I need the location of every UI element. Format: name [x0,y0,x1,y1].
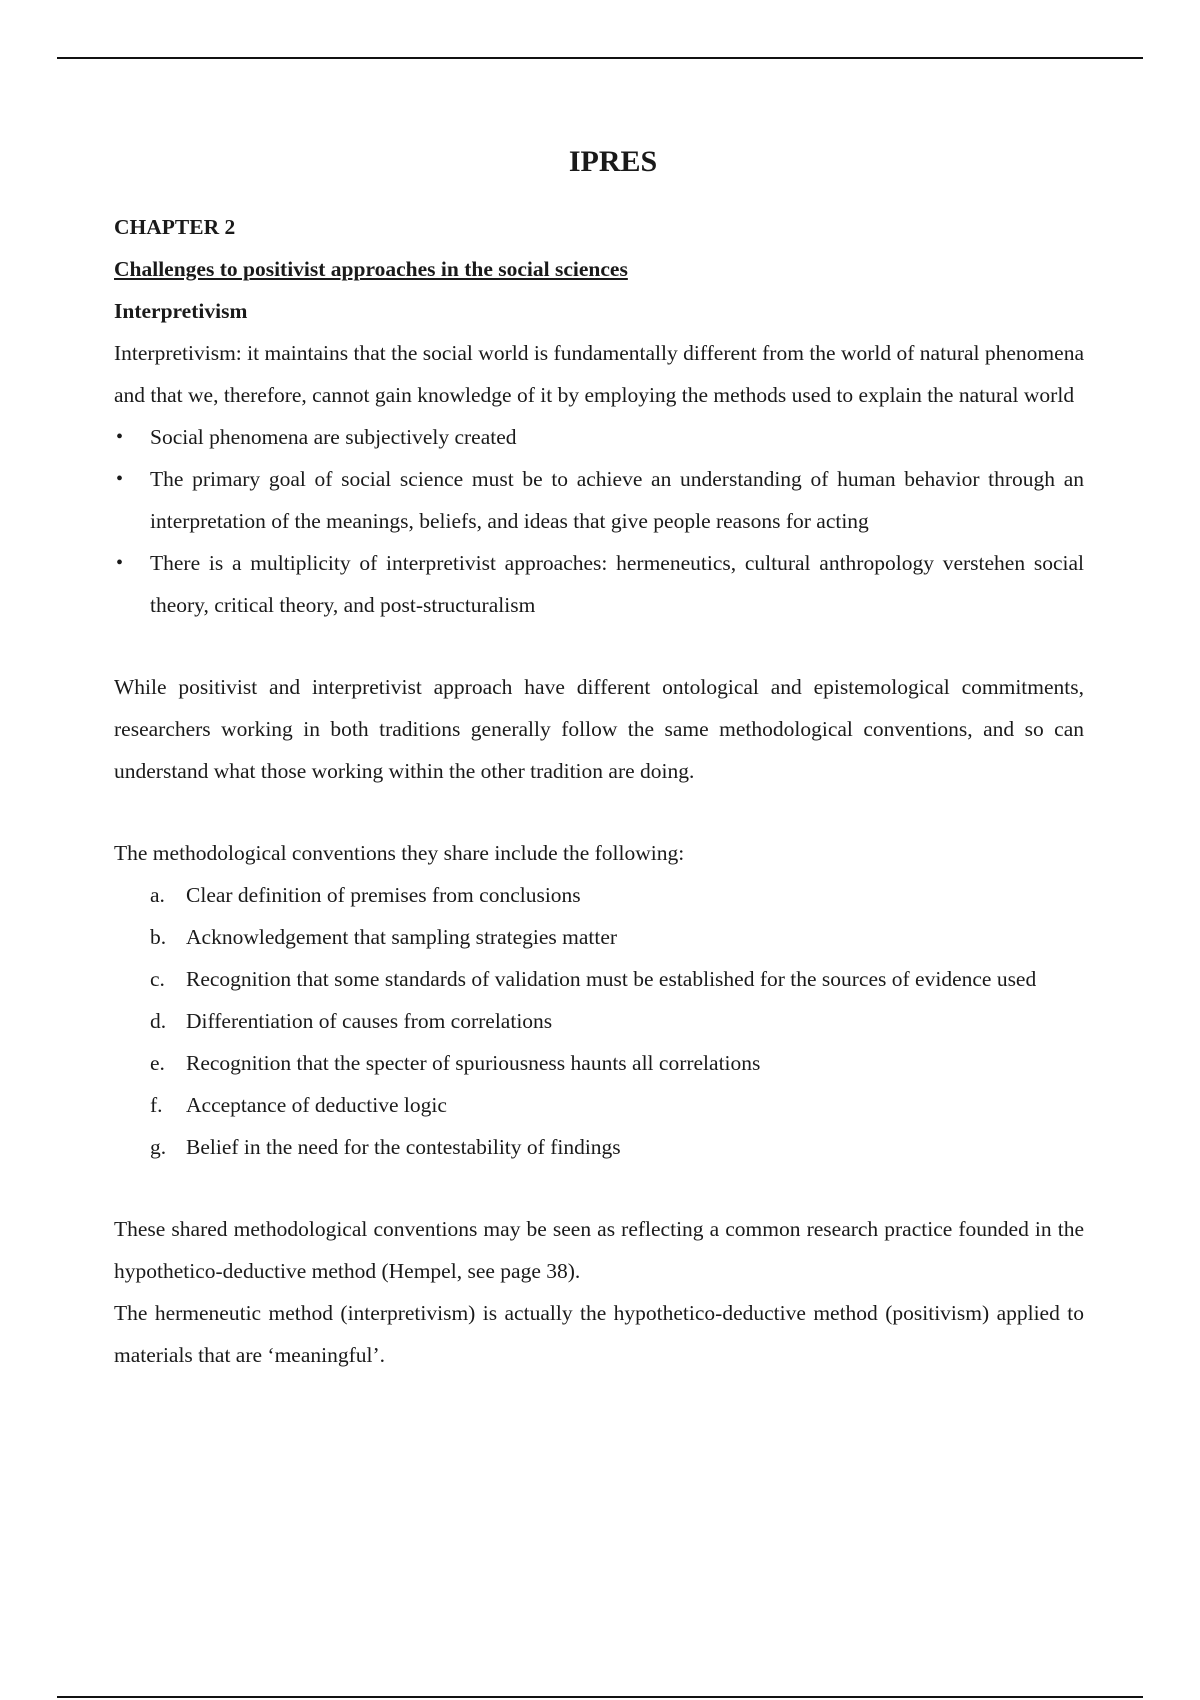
subsection-title: Interpretivism [114,299,248,323]
list-item-text: Differentiation of causes from correlations [186,1009,553,1033]
list-item-text: Acknowledgement that sampling strategies matter [186,925,618,949]
list-marker: f. [150,1093,163,1117]
bullet-item [114,542,1084,626]
list-item-text: Clear definition of premises from conclusions [186,883,581,907]
bullet-list [114,416,1084,626]
paragraph-shared-conventions: These shared methodological conventions may be seen as reflecting a common research practice founded in the hypothetico-deductive method (Hempel, see page 38). [114,1217,1084,1283]
list-item [114,1000,1084,1042]
bullet-icon: • [116,552,124,574]
conventions-intro: The methodological conventions they share include the following: [114,841,685,865]
document-page [114,138,1084,1376]
bottom-rule [57,1696,1143,1698]
document-title: IPRES [568,145,658,178]
bullet-item [114,416,1084,458]
conventions-list [114,874,1084,1168]
bullet-text: There is a multiplicity of interpretivist approaches: hermeneutics, cultural anthropology verstehen social theory, critical theory, and post-structuralism [150,551,1084,617]
intro-paragraph: Interpretivism: it maintains that the social world is fundamentally different from the world of natural phenomena and that we, therefore, cannot gain knowledge of it by employing the methods used to explain the natural world [114,341,1084,407]
list-item-text: Recognition that some standards of validation must be established for the sources of evidence used [186,967,1037,991]
list-item [114,1126,1084,1168]
bullet-text: The primary goal of social science must be to achieve an understanding of human behavior through an interpretation of the meanings, beliefs, and ideas that give people reasons for acting [150,467,1084,533]
bullet-text: Social phenomena are subjectively created [150,425,517,449]
spacer [114,792,1084,832]
chapter-heading: CHAPTER 2 [114,215,236,239]
list-item-text: Acceptance of deductive logic [186,1093,447,1117]
bullet-item [114,458,1084,542]
section-title: Challenges to positivist approaches in the social sciences [114,257,628,281]
spacer [114,1168,1084,1208]
list-marker: g. [150,1135,167,1159]
top-rule [57,57,1143,59]
list-marker: e. [150,1051,165,1075]
list-item [114,958,1084,1000]
list-item [114,874,1084,916]
list-marker: d. [150,1009,167,1033]
spacer [114,626,1084,666]
list-marker: a. [150,883,165,907]
bullet-icon: • [116,426,124,448]
list-item-text: Recognition that the specter of spuriousness haunts all correlations [186,1051,761,1075]
paragraph-hermeneutic-method: The hermeneutic method (interpretivism) is actually the hypothetico-deductive method (positivism) applied to materials that are ‘meaningful’. [114,1301,1084,1367]
bullet-icon: • [116,468,124,490]
list-item [114,1084,1084,1126]
list-marker: c. [150,967,165,991]
list-item-text: Belief in the need for the contestability of findings [186,1135,621,1159]
paragraph-traditions: While positivist and interpretivist approach have different ontological and epistemological commitments, researchers working in both traditions generally follow the same methodological conventions, and so can understand what those working within the other tradition are doing. [114,675,1084,783]
list-item [114,1042,1084,1084]
list-marker: b. [150,925,167,949]
list-item [114,916,1084,958]
